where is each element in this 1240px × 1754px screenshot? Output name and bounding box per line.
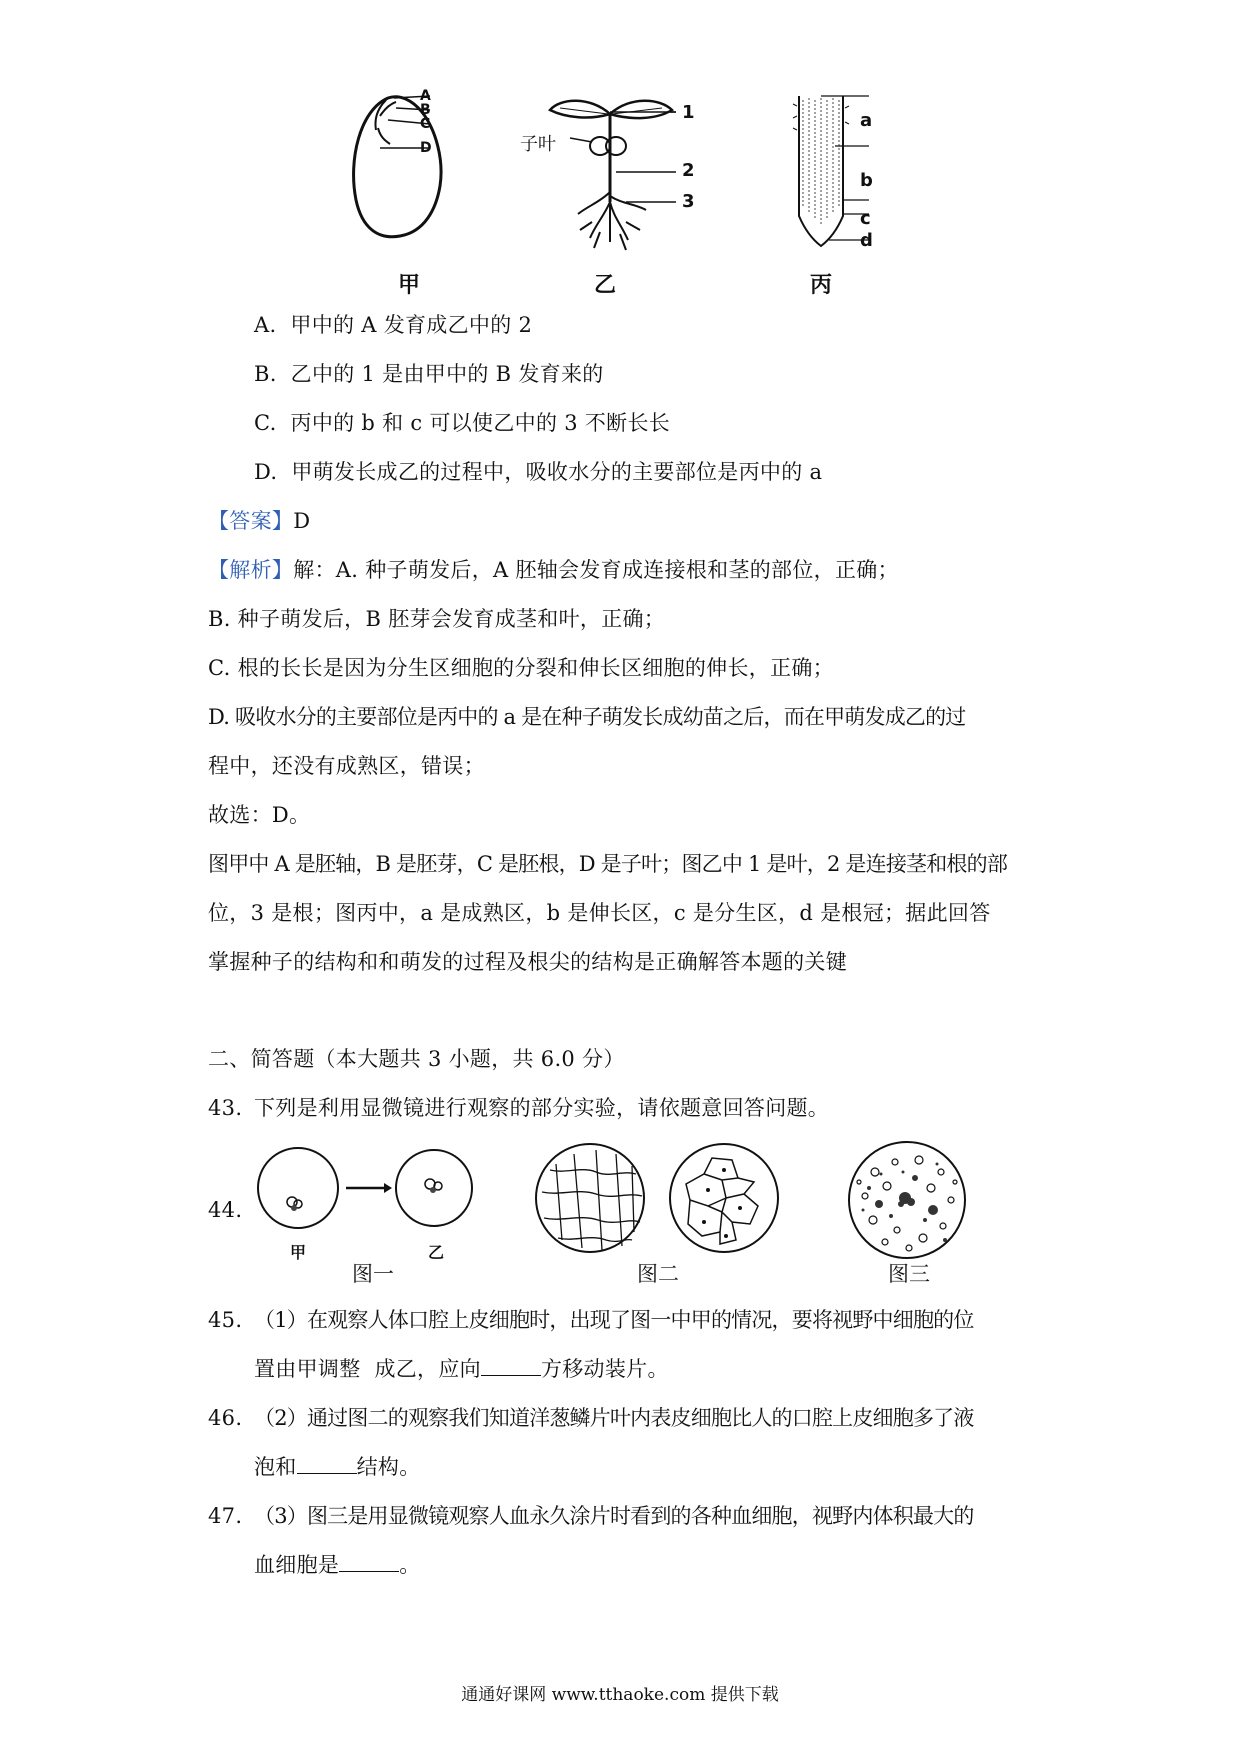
seedling-label-2: 2	[682, 160, 695, 181]
option-d: D. 甲萌发长成乙的过程中，吸收水分的主要部位是丙中的 a	[254, 460, 823, 484]
seed-label-c: C	[420, 116, 431, 132]
question-45-text-b: 方移动装片。	[540, 1357, 669, 1381]
analysis-line: 掌握种子的结构和和萌发的过程及根尖的结构是正确解答本题的关键	[208, 950, 847, 974]
figure-3-caption: 图三	[888, 1262, 930, 1286]
root-label-c: c	[860, 208, 871, 229]
answer-blank-blood-cell[interactable]	[339, 1551, 399, 1572]
analysis-line: B. 种子萌发后，B 胚芽会发育成茎和叶，正确；	[208, 607, 666, 631]
option-c: C. 丙中的 b 和 c 可以使乙中的 3 不断长长	[254, 411, 671, 435]
root-label-d: d	[860, 230, 873, 251]
analysis-line: 程中，还没有成熟区，错误；	[208, 754, 485, 778]
figure-1-label-jia: 甲	[290, 1243, 307, 1262]
question-44-number: 44.	[208, 1198, 243, 1222]
root-panel-label: 丙	[810, 273, 833, 298]
question-46-text-b: 结构。	[356, 1455, 421, 1479]
question-46-text-a: 泡和	[254, 1455, 297, 1479]
microscope-figure-3	[845, 1142, 975, 1262]
answer-blank-direction[interactable]	[481, 1355, 541, 1376]
seedling-diagram	[530, 92, 700, 262]
seed-panel-label: 甲	[398, 273, 421, 298]
seed-diagram	[350, 90, 470, 250]
cotyledon-label: 子叶	[520, 134, 556, 155]
figure-2-caption: 图二	[637, 1262, 679, 1286]
section-heading: 二、简答题（本大题共 3 小题，共 6.0 分）	[208, 1047, 625, 1071]
analysis-intro: 解：A. 种子萌发后，A 胚轴会发育成连接根和茎的部位，正确；	[293, 558, 899, 582]
seedling-panel-label: 乙	[594, 273, 617, 298]
figure-1-label-yi: 乙	[428, 1243, 445, 1262]
question-43-number: 43.	[208, 1096, 243, 1120]
seed-label-d: D	[420, 140, 432, 156]
seedling-label-3: 3	[682, 191, 695, 212]
root-label-a: a	[860, 110, 873, 131]
question-46-number: 46.	[208, 1406, 243, 1430]
question-45-text-a: 置由甲调整 成乙，应向	[254, 1357, 481, 1381]
root-label-b: b	[860, 170, 873, 191]
page-footer: 通通好课网 www.tthaoke.com 提供下载	[461, 1685, 779, 1705]
answer-tag: 【答案】	[208, 509, 294, 533]
question-46-line-1: （2）通过图二的观察我们知道洋葱鳞片叶内表皮细胞比人的口腔上皮细胞多了液	[254, 1406, 974, 1430]
question-47-line-1: （3）图三是用显微镜观察人血永久涂片时看到的各种血细胞，视野内体积最大的	[254, 1504, 974, 1528]
answer-blank-structure[interactable]	[297, 1453, 357, 1474]
analysis-first-line	[208, 556, 899, 584]
seed-label-a: A	[420, 88, 431, 104]
analysis-line: 图甲中 A 是胚轴，B 是胚芽，C 是胚根，D 是子叶；图乙中 1 是叶，2 是连接茎和根的部	[208, 852, 1008, 876]
seed-label-b: B	[420, 102, 431, 118]
question-47-line-2	[254, 1551, 421, 1579]
question-47-text-a: 血细胞是	[254, 1553, 340, 1577]
question-45-line-1: （1）在观察人体口腔上皮细胞时，出现了图一中甲的情况，要将视野中细胞的位	[254, 1308, 974, 1332]
figure-1-caption: 图一	[352, 1262, 394, 1286]
analysis-line: D. 吸收水分的主要部位是丙中的 a 是在种子萌发长成幼苗之后，而在甲萌发成乙的过	[208, 705, 966, 729]
answer-value: D	[293, 509, 311, 533]
question-46-line-2	[254, 1453, 421, 1481]
option-b: B. 乙中的 1 是由甲中的 B 发育来的	[254, 362, 604, 386]
question-47-number: 47.	[208, 1504, 243, 1528]
question-47-text-b: 。	[399, 1553, 421, 1577]
option-a: A. 甲中的 A 发育成乙中的 2	[254, 313, 533, 337]
question-43-text: 下列是利用显微镜进行观察的部分实验，请依题意回答问题。	[254, 1096, 830, 1120]
analysis-line: 故选：D。	[208, 803, 311, 827]
analysis-line: 位，3 是根；图丙中，a 是成熟区，b 是伸长区，c 是分生区，d 是根冠；据此回答	[208, 901, 991, 925]
seedling-label-1: 1	[682, 102, 695, 123]
microscope-figure-2	[536, 1144, 786, 1254]
analysis-tag: 【解析】	[208, 558, 294, 582]
question-45-line-2	[254, 1355, 669, 1383]
analysis-line: C. 根的长长是因为分生区细胞的分裂和伸长区细胞的伸长，正确；	[208, 656, 834, 680]
microscope-figure-1	[258, 1148, 478, 1248]
answer-line	[208, 507, 310, 535]
question-45-number: 45.	[208, 1308, 243, 1332]
